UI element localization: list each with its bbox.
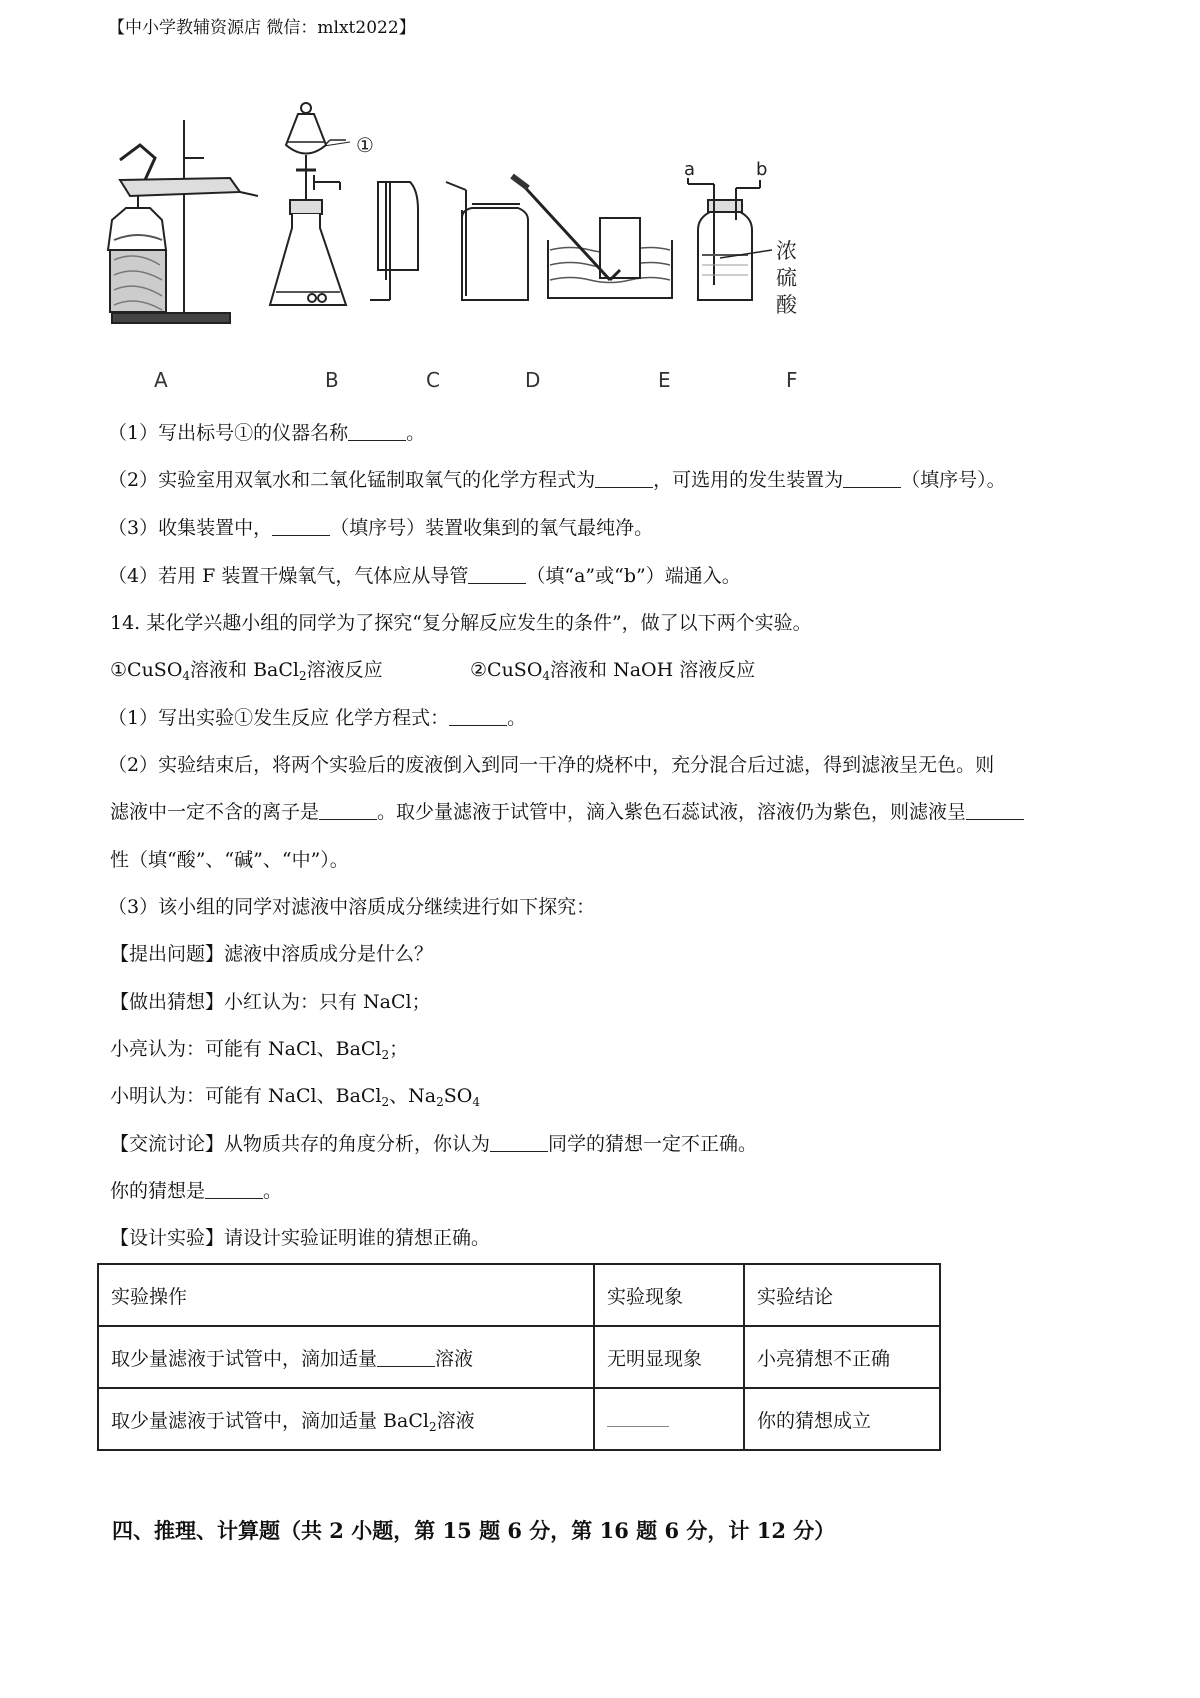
q14-part2-line2: 滤液中一定不含的离子是 。取少量滤液于试管中，滴入紫色石蕊试液，溶液仍为紫色，则滤液呈 — [110, 800, 1024, 824]
q13-part4: （4）若用 F 装置干燥氧气，气体应从导管 （填“a”或“b”）端通入。 — [108, 565, 741, 587]
apparatus-a — [108, 120, 258, 323]
figure-label-a: A — [154, 368, 168, 392]
table-cell-phenomenon: 无明显现象 — [594, 1326, 744, 1388]
table-row — [98, 1388, 940, 1450]
q14-part1: （1）写出实验①发生反应 化学方程式： 。 — [108, 707, 527, 729]
apparatus-b — [270, 103, 346, 305]
header-note: 【中小学教辅资源店 微信：mlxt2022】 — [108, 18, 416, 38]
figure-label-d: D — [525, 368, 541, 392]
acid-char-3: 酸 — [776, 293, 797, 317]
apparatus-c — [370, 182, 418, 300]
figure-label-c: C — [426, 368, 440, 392]
section-four-heading: 四、推理、计算题（共 2 小题，第 15 题 6 分，第 16 题 6 分，计 12 分） — [112, 1518, 836, 1543]
q14-experiment-1: ①CuSO$_4$溶液和 BaCl$_2$溶液反应 — [110, 659, 383, 683]
table-header-phenomenon: 实验现象 — [594, 1264, 744, 1326]
figure-label-b: B — [325, 368, 339, 392]
q13-part1: （1）写出标号①的仪器名称 。 — [108, 422, 426, 444]
q14-experiment-2: ②CuSO$_4$溶液和 NaOH 溶液反应 — [470, 659, 756, 683]
table-header-operation: 实验操作 — [98, 1264, 594, 1326]
table-cell-operation: 取少量滤液于试管中，滴加适量 BaCl$_2$溶液 — [98, 1388, 594, 1450]
table-cell-conclusion: 小亮猜想不正确 — [744, 1326, 940, 1388]
apparatus-e — [512, 176, 672, 298]
q14-question: 【提出问题】滤液中溶质成分是什么？ — [110, 943, 434, 965]
q14-part3: （3）该小组的同学对滤液中溶质成分继续进行如下探究： — [108, 896, 596, 918]
acid-char-2: 硫 — [776, 266, 797, 290]
figure-label-e: E — [658, 368, 671, 392]
apparatus-d — [446, 182, 528, 300]
q14-part2-line1: （2）实验结束后，将两个实验后的废液倒入到同一干净的烧杯中，充分混合后过滤，得到滤液呈无色。则 — [108, 754, 995, 776]
apparatus-f — [688, 178, 772, 300]
q14-part2-line3: 性（填“酸”、“碱”、“中”）。 — [110, 849, 349, 871]
q14-design: 【设计实验】请设计实验证明谁的猜想正确。 — [110, 1227, 491, 1249]
q14-intro: 14. 某化学兴趣小组的同学为了探究“复分解反应发生的条件”，做了以下两个实验。 — [110, 612, 812, 634]
table-row — [98, 1326, 940, 1388]
table-header-row — [98, 1264, 940, 1326]
q14-your-guess: 你的猜想是 。 — [110, 1180, 283, 1202]
q14-discussion: 【交流讨论】从物质共存的角度分析，你认为 同学的猜想一定不正确。 — [110, 1133, 758, 1155]
q14-guess-xiaohong: 【做出猜想】小红认为：只有 NaCl； — [110, 991, 431, 1013]
table-cell-conclusion: 你的猜想成立 — [744, 1388, 940, 1450]
q14-guess-xiaoming: 小明认为：可能有 NaCl、BaCl$_2$、$Na_2SO_4$ — [110, 1085, 480, 1109]
tube-a-label: a — [684, 159, 696, 180]
acid-char-1: 浓 — [776, 239, 797, 263]
figure-label-f: F — [786, 368, 798, 392]
table-cell-phenomenon — [594, 1388, 744, 1450]
table-header-conclusion: 实验结论 — [744, 1264, 940, 1326]
apparatus-figure — [100, 100, 880, 340]
q14-guess-xiaoliang: 小亮认为：可能有 NaCl、BaCl$_2$； — [110, 1038, 409, 1062]
table-cell-operation: 取少量滤液于试管中，滴加适量 溶液 — [98, 1326, 594, 1388]
tube-b-label: b — [756, 159, 768, 180]
label-circle-1: ① — [356, 133, 374, 157]
q13-part2: （2）实验室用双氧水和二氧化锰制取氧气的化学方程式为 ，可选用的发生装置为 （填序号）。 — [108, 469, 1006, 491]
q13-part3: （3）收集装置中， （填序号）装置收集到的氧气最纯净。 — [108, 517, 654, 539]
experiment-table — [97, 1263, 941, 1451]
